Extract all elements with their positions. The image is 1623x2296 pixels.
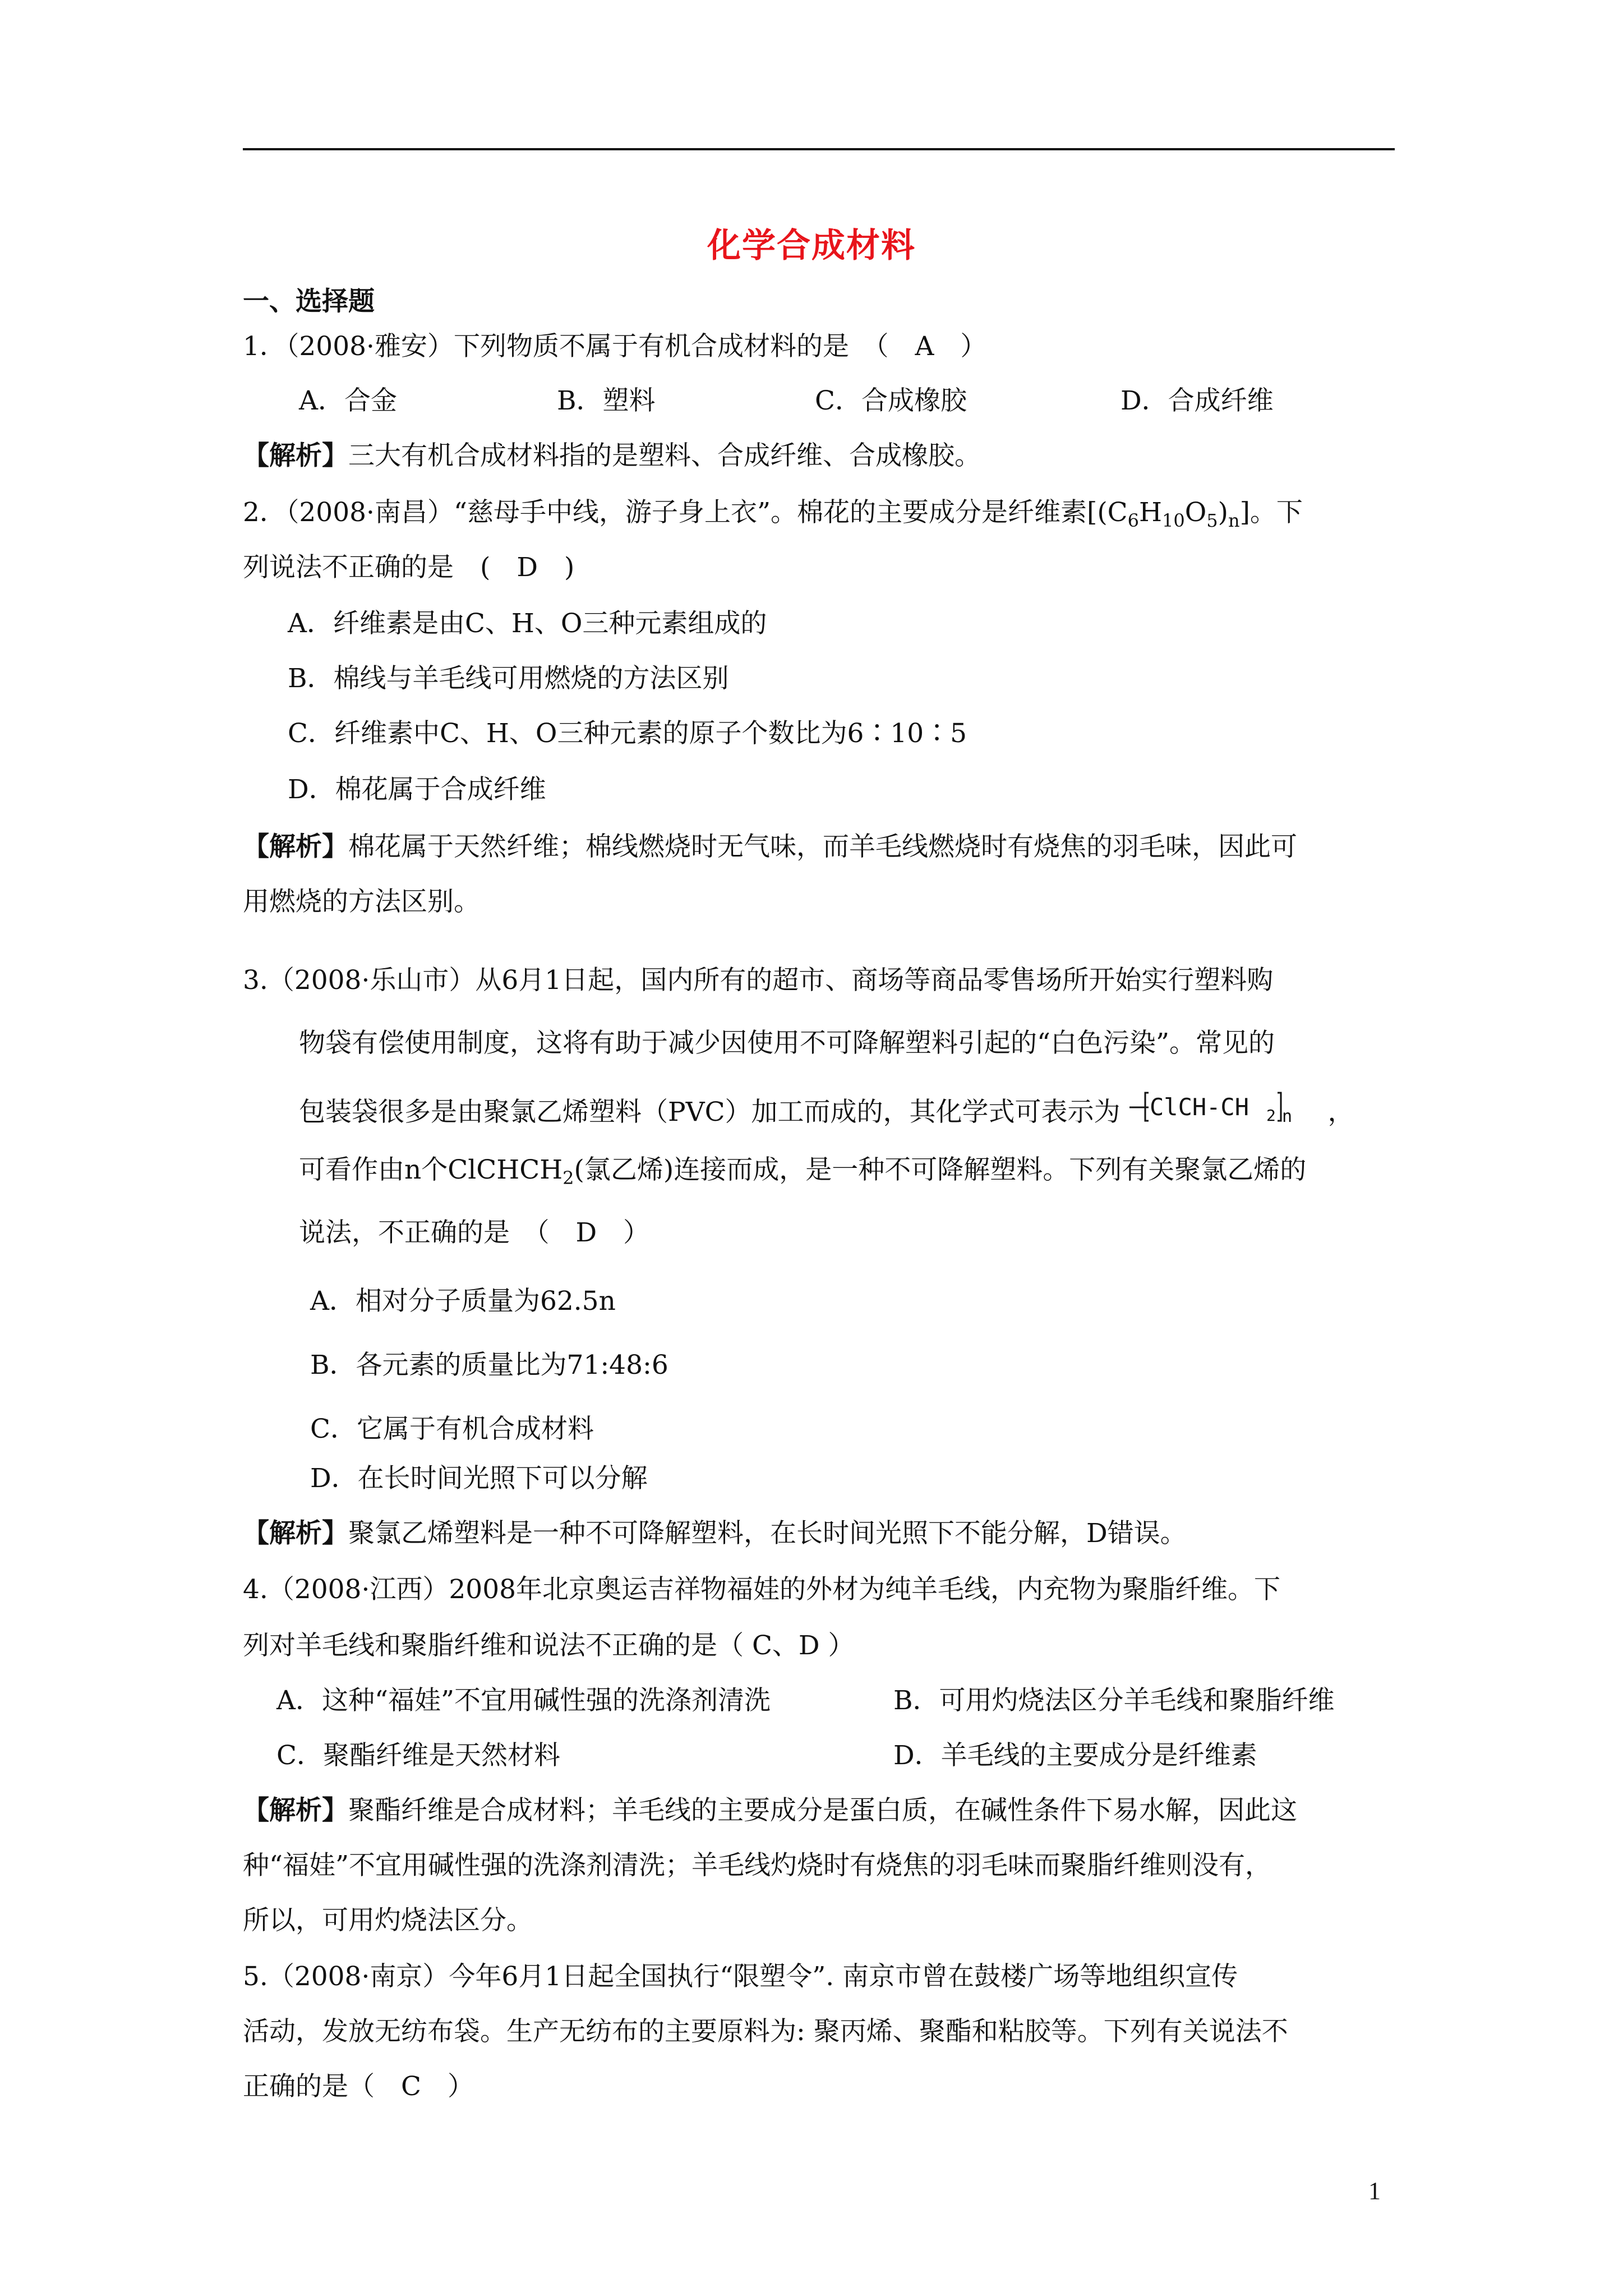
question-4-option-b: B．可用灼烧法区分羊毛线和聚脂纤维 [893,1685,1335,1716]
formula-subscript: 2 [1266,1106,1276,1125]
formula-text: ClCH-CH [1149,1093,1249,1121]
question-1-analysis [243,439,1393,473]
page-number: 1 [1368,2177,1381,2205]
question-4-option-c: C．聚酯纤维是天然材料 [276,1740,560,1771]
question-4-stem-line-2: 列对羊毛线和聚脂纤维和说法不正确的是（ C、D ） [243,1630,855,1661]
question-5-stem-line-3: 正确的是（ C ） [243,2071,474,2102]
question-3-option-b: B．各元素的质量比为71:48:6 [310,1350,668,1381]
question-4-analysis-line-3: 所以，可用灼烧法区分。 [243,1905,533,1936]
question-3-stem-line-2: 物袋有偿使用制度，这将有助于减少因使用不可降解塑料引起的“白色污染”。常见的 [299,1028,1275,1059]
question-4-options-row-1 [276,1684,1426,1718]
question-3-option-d: D．在长时间光照下可以分解 [310,1463,648,1494]
question-3-stem-line-1: 3.（2008·乐山市）从6月1日起，国内所有的超市、商场等商品零售场所开始实行塑料购 [243,965,1274,996]
question-4-stem-line-1: 4.（2008·江西）2008年北京奥运吉祥物福娃的外材为纯羊毛线，内充物为聚脂纤维。下 [243,1574,1281,1605]
question-4-option-d: D．羊毛线的主要成分是纤维素 [893,1740,1257,1771]
question-1-stem: 1．（2008·雅安）下列物质不属于有机合成材料的是 （ A ） [243,331,987,362]
stem-text: 可看作由n个ClCHCH [299,1154,563,1185]
subscript: n [1228,510,1240,531]
question-2-analysis-line-2: 用燃烧的方法区别。 [243,886,480,917]
question-2-analysis-line-1 [243,830,1393,864]
stem-text: (氯乙烯)连接而成，是一种不可降解塑料。下列有关聚氯乙烯的 [574,1154,1307,1185]
analysis-label: 【解析】 [243,831,348,862]
page-title: 化学合成材料 [707,226,916,265]
section-heading: 一、选择题 [243,286,375,317]
subscript: 6 [1127,510,1140,531]
pvc-formula [1126,1089,1300,1133]
analysis-text: 聚氯乙烯塑料是一种不可降解塑料，在长时间光照下不能分解，D错误。 [348,1518,1187,1549]
question-1-option-a: A．合金 [299,385,397,416]
question-4-options-row-2 [276,1739,1426,1773]
analysis-text: 棉花属于天然纤维；棉线燃烧时无气味，而羊毛线燃烧时有烧焦的羽毛味，因此可 [348,831,1297,862]
question-5-stem-line-1: 5.（2008·南京）今年6月1日起全国执行“限塑令”. 南京市曾在鼓楼广场等地组织宣传 [243,1961,1238,1992]
analysis-label: 【解析】 [243,440,348,471]
subscript: 5 [1206,510,1218,531]
subscript: 10 [1162,510,1185,531]
stem-text: ]。下 [1239,497,1303,528]
question-3-option-c: C．它属于有机合成材料 [310,1414,594,1444]
question-5-stem-line-2: 活动，发放无纺布袋。生产无纺布的主要原料为: 聚丙烯、聚酯和粘胶等。下列有关说法不 [243,2016,1288,2047]
question-4-analysis-line-2: 种“福娃”不宜用碱性强的洗涤剂清洗；羊毛线灼烧时有烧焦的羽毛味而聚脂纤维则没有， [243,1850,1272,1881]
question-3-stem-line-5: 说法，不正确的是 （ D ） [299,1217,650,1248]
question-1-option-b: B．塑料 [557,385,656,416]
question-3-stem-line-4 [299,1153,1449,1195]
stem-text: H [1139,497,1163,528]
question-3-stem-line-3 [299,1089,1449,1133]
question-4-option-a: A．这种“福娃”不宜用碱性强的洗涤剂清洗 [276,1685,771,1716]
question-1-option-d: D．合成纤维 [1121,385,1274,416]
analysis-label: 【解析】 [243,1795,348,1826]
stem-text: ) [1218,497,1228,528]
analysis-label: 【解析】 [243,1518,348,1549]
header-rule [243,148,1395,150]
question-1-option-c: C．合成橡胶 [815,385,967,416]
question-2-option-c: C．纤维素中C、H、O三种元素的原子个数比为6∶10∶5 [288,718,967,749]
question-2-stem-line-1 [243,496,1393,537]
question-2-option-a: A．纤维素是由C、H、O三种元素组成的 [288,608,767,639]
stem-text: ， [1327,1097,1354,1128]
question-2-option-d: D．棉花属于合成纤维 [288,774,546,805]
stem-text: 2．（2008·南昌）“慈母手中线，游子身上衣”。棉花的主要成分是纤维素[(C [243,497,1128,528]
question-4-analysis-line-1 [243,1794,1393,1828]
subscript: 2 [562,1167,574,1189]
question-3-option-a: A．相对分子质量为62.5n [310,1286,616,1317]
question-1-options [299,384,1449,418]
formula-repeat-n: n [1281,1107,1292,1126]
analysis-text: 聚酯纤维是合成材料；羊毛线的主要成分是蛋白质，在碱性条件下易水解，因此这 [348,1795,1297,1826]
question-2-stem-line-2: 列说法不正确的是 ( D ) [243,552,575,583]
question-3-analysis [243,1517,1393,1550]
analysis-text: 三大有机合成材料指的是塑料、合成纤维、合成橡胶。 [348,440,981,471]
stem-text: 包装袋很多是由聚氯乙烯塑料（PVC）加工而成的，其化学式可表示为 [299,1097,1121,1128]
question-2-option-b: B．棉线与羊毛线可用燃烧的方法区别 [288,663,729,694]
stem-text: O [1184,497,1207,528]
